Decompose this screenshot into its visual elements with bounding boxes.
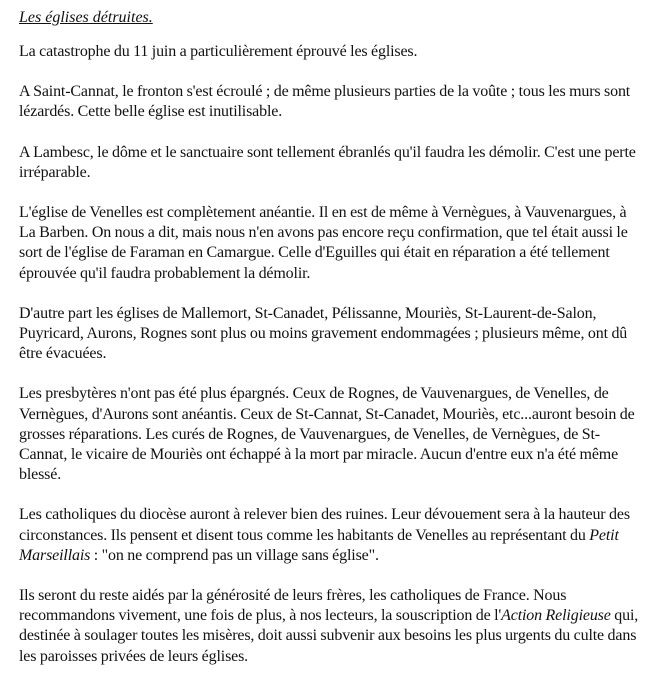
italic-text-run: Petit Marseillais bbox=[19, 526, 619, 564]
text-run: A Lambesc, le dôme et le sanctuaire sont tellement ébranlés qu'il faudra les démolir. C'est une perte irréparable. bbox=[19, 143, 636, 181]
paragraph bbox=[19, 143, 643, 183]
text-run: qui, destinée à soulager toutes les misères, doit aussi subvenir aux besoins les plus urgents du culte dans les paroisses privées de leurs églises. bbox=[19, 607, 639, 665]
paragraph bbox=[19, 304, 643, 365]
text-run: La catastrophe du 11 juin a particulièrement éprouvé les églises. bbox=[19, 43, 418, 60]
paragraph bbox=[19, 384, 643, 485]
text-run: D'autre part les églises de Mallemort, St-Canadet, Pélissanne, Mouriès, St-Laurent-de-Salon, Puyricard, Aurons, Rognes sont plus ou moins gravement endommagées ; plusieurs même, ont dû être évacuées. bbox=[19, 304, 628, 363]
document-page bbox=[19, 8, 643, 687]
text-run: Les presbytères n'ont pas été plus épargnés. Ceux de Rognes, de Vauvenargues, de Venelles, de Vernègues, d'Aurons sont anéantis. Ceux de St-Cannat, St-Canadet, Mouriès, etc...auront besoin de grosses réparations. Les curés de Rognes, de Vauvenargues, de Venelles, de Vernègues, de St-Cannat, le vicaire de Mouriès ont échappé à la mort par miracle. Aucun d'entre eux n'a été même blessé. bbox=[19, 385, 635, 484]
document-heading: Les églises détruites. bbox=[19, 9, 153, 26]
text-run: L'église de Venelles est complètement anéantie. Il en est de même à Vernègues, à Vauvenargues, à La Barben. On nous a dit, mais nous n'en avons pas encore reçu confirmation, que tel était aussi le sort de l'église de Faraman en Camargue. Celle d'Eguilles qui était en réparation a été tellement éprouvée qu'il faudra probablement la démolir. bbox=[19, 204, 628, 282]
paragraph bbox=[19, 586, 643, 667]
text-run: : "on ne comprend pas un village sans église". bbox=[90, 546, 379, 564]
document-body bbox=[19, 42, 643, 667]
paragraph bbox=[19, 82, 643, 122]
italic-text-run: Action Religieuse bbox=[501, 607, 611, 625]
text-run: Ils seront du reste aidés par la générosité de leurs frères, les catholiques de France. Nous recommandons vivement, une fois de plus, à nos lecteurs, la souscription de l' bbox=[19, 587, 567, 625]
text-run: Les catholiques du diocèse auront à relever bien des ruines. Leur dévouement sera à la hauteur des circonstances. Ils pensent et disent tous comme les habitants de Venelles au représentant du bbox=[19, 506, 630, 544]
paragraph bbox=[19, 42, 643, 62]
text-run: A Saint-Cannat, le fronton s'est écroulé ; de même plusieurs parties de la voûte ; tous les murs sont lézardés. Cette belle église est inutilisable. bbox=[19, 83, 631, 121]
paragraph bbox=[19, 203, 643, 284]
paragraph bbox=[19, 505, 643, 566]
